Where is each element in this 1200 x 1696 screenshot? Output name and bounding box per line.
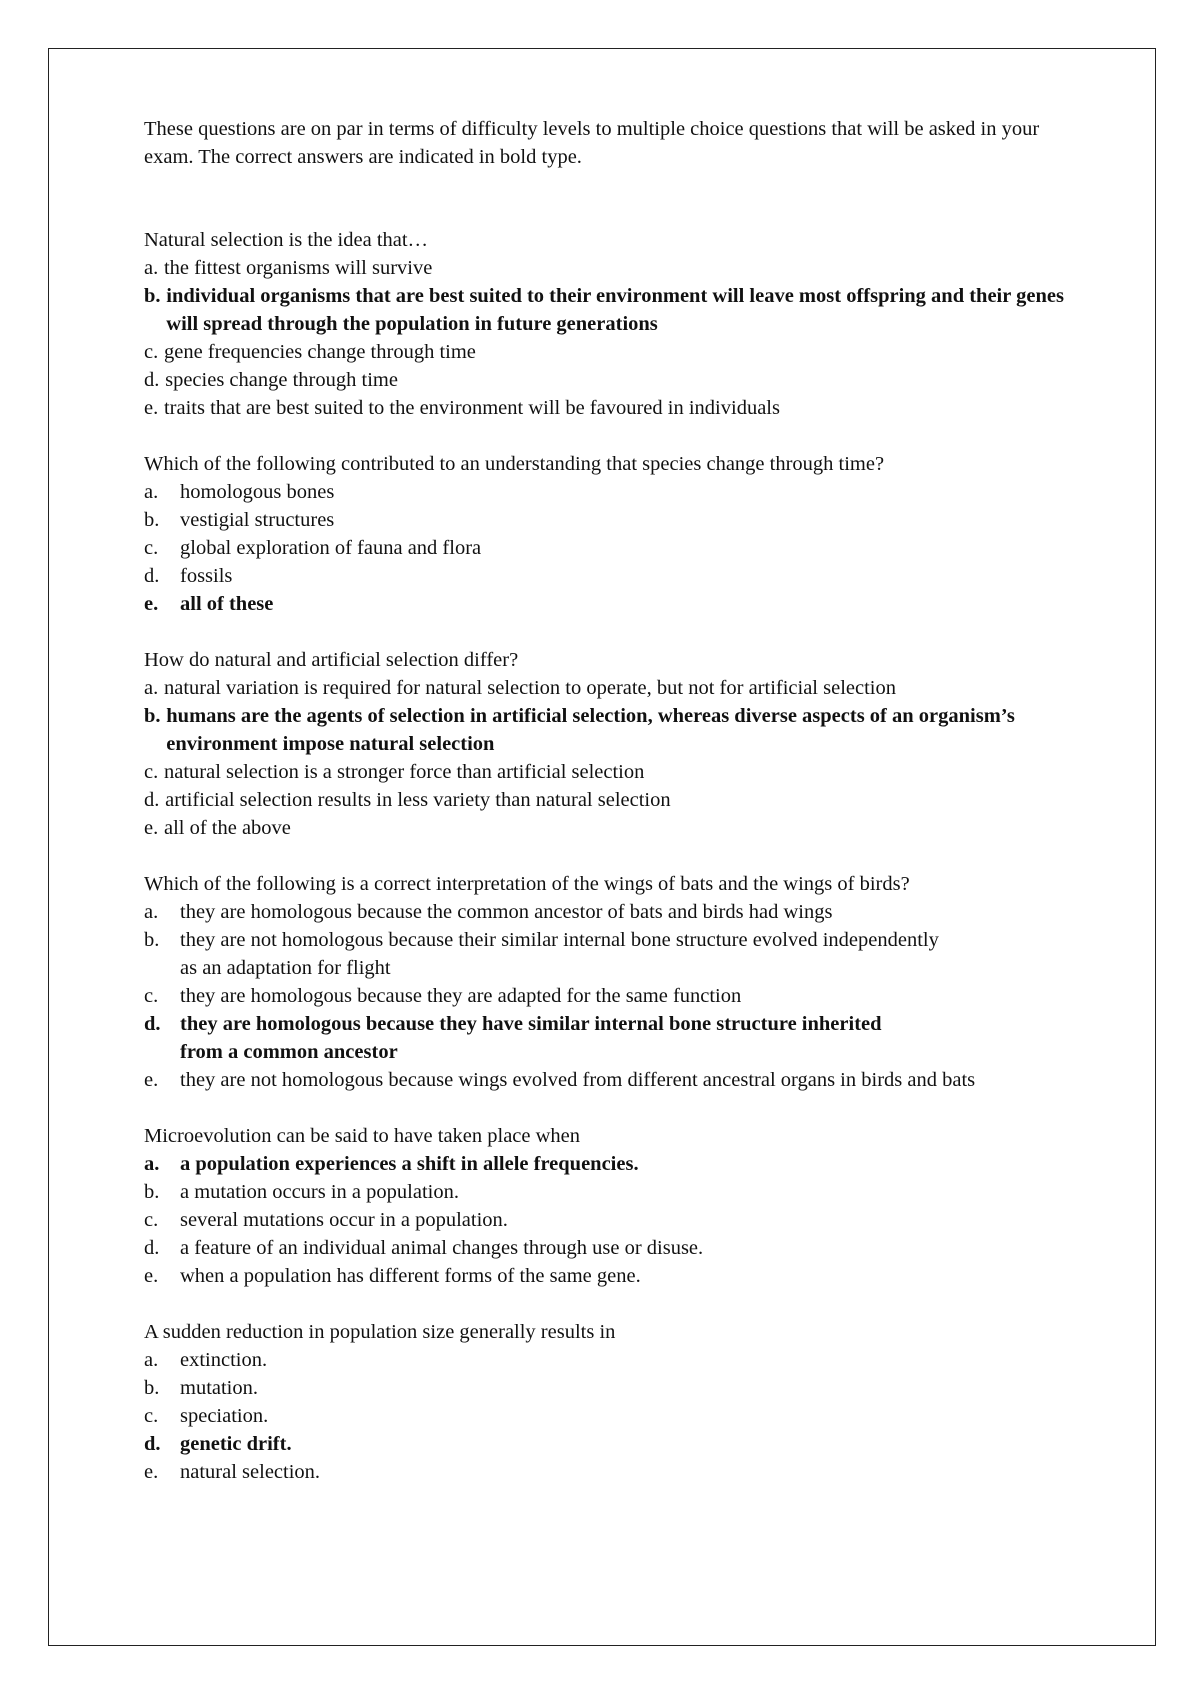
- option-letter: d.: [144, 1237, 160, 1259]
- option-letter: a.: [144, 901, 159, 923]
- option-text: they are not homologous because their similar internal bone structure evolved independently as an adaptation for flight: [180, 929, 939, 979]
- option-d: [144, 562, 1084, 590]
- document-body: [144, 115, 1084, 1514]
- option-letter: a.: [144, 1153, 160, 1175]
- option-a: [144, 478, 1084, 506]
- option-letter: d.: [144, 565, 160, 587]
- option-text: extinction.: [180, 1349, 268, 1371]
- option-letter: d.: [144, 1013, 161, 1035]
- question-4: [144, 870, 1084, 1094]
- question-text: Natural selection is the idea that…: [144, 229, 429, 251]
- question-3: [144, 646, 1084, 842]
- option-letter: b.: [144, 705, 161, 727]
- option-c: [144, 534, 1084, 562]
- option-a: [144, 674, 1084, 702]
- intro-paragraph: These questions are on par in terms of difficulty levels to multiple choice questions that will be asked in your exam. The correct answers are indicated in bold type.: [144, 118, 1040, 168]
- option-text: artificial selection results in less variety than natural selection: [165, 789, 671, 811]
- option-c: [144, 338, 1084, 366]
- option-letter: b.: [144, 1181, 160, 1203]
- option-text: several mutations occur in a population.: [180, 1209, 508, 1231]
- option-letter: d.: [144, 369, 160, 391]
- option-d-correct: [144, 1430, 1084, 1458]
- option-b: [144, 1178, 1084, 1206]
- option-text: homologous bones: [180, 481, 335, 503]
- option-text: they are not homologous because wings evolved from different ancestral organs in birds and bats: [180, 1069, 976, 1091]
- option-text: mutation.: [180, 1377, 259, 1399]
- question-1: [144, 226, 1084, 422]
- question-2: [144, 450, 1084, 618]
- option-letter: e.: [144, 397, 159, 419]
- option-text: a population experiences a shift in allele frequencies.: [180, 1153, 639, 1175]
- option-text: speciation.: [180, 1405, 269, 1427]
- option-b: [144, 506, 1084, 534]
- option-letter: b.: [144, 285, 161, 307]
- option-text: species change through time: [165, 369, 398, 391]
- option-c: [144, 1402, 1084, 1430]
- option-letter: c.: [144, 1209, 159, 1231]
- option-text: vestigial structures: [180, 509, 335, 531]
- option-text: they are homologous because the common ancestor of bats and birds had wings: [180, 901, 833, 923]
- option-a-correct: [144, 1150, 1084, 1178]
- option-text: natural selection.: [180, 1461, 321, 1483]
- option-letter: e.: [144, 1265, 159, 1287]
- option-text: all of these: [180, 593, 274, 615]
- option-letter: b.: [144, 509, 160, 531]
- question-text: How do natural and artificial selection differ?: [144, 649, 519, 671]
- option-text: a mutation occurs in a population.: [180, 1181, 459, 1203]
- option-e: [144, 1458, 1084, 1486]
- question-text: A sudden reduction in population size generally results in: [144, 1321, 616, 1343]
- option-d: [144, 786, 1084, 814]
- option-e: [144, 1262, 1084, 1290]
- option-text: traits that are best suited to the environment will be favoured in individuals: [163, 397, 780, 419]
- option-e: [144, 394, 1084, 422]
- option-e: [144, 1066, 1084, 1094]
- option-a: [144, 898, 1084, 926]
- option-letter: e.: [144, 1461, 159, 1483]
- question-text: Which of the following contributed to an understanding that species change through time?: [144, 453, 885, 475]
- option-text: they are homologous because they are adapted for the same function: [180, 985, 742, 1007]
- option-b: [144, 1374, 1084, 1402]
- option-text: when a population has different forms of the same gene.: [180, 1265, 641, 1287]
- option-letter: c.: [144, 761, 159, 783]
- option-letter: a.: [144, 257, 159, 279]
- option-text: natural variation is required for natural selection to operate, but not for artificial selection: [163, 677, 896, 699]
- option-letter: e.: [144, 593, 159, 615]
- option-letter: c.: [144, 985, 159, 1007]
- option-letter: e.: [144, 1069, 159, 1091]
- option-b: [144, 926, 1084, 982]
- question-text: Microevolution can be said to have taken place when: [144, 1125, 581, 1147]
- question-text: Which of the following is a correct interpretation of the wings of bats and the wings of birds?: [144, 873, 910, 895]
- option-letter: c.: [144, 341, 159, 363]
- option-text: they are homologous because they have similar internal bone structure inherited from a common ancestor: [180, 1013, 882, 1063]
- option-letter: c.: [144, 537, 159, 559]
- option-e: [144, 814, 1084, 842]
- option-letter: c.: [144, 1405, 159, 1427]
- option-b-correct: [144, 282, 1084, 338]
- option-c: [144, 1206, 1084, 1234]
- option-d-correct: [144, 1010, 1084, 1066]
- question-6: [144, 1318, 1084, 1486]
- option-letter: a.: [144, 677, 159, 699]
- option-text: individual organisms that are best suited to their environment will leave most offspring and their genes will spread through the population in future generations: [166, 285, 1064, 335]
- option-letter: b.: [144, 929, 160, 951]
- option-a: [144, 254, 1084, 282]
- option-text: all of the above: [163, 817, 291, 839]
- option-letter: a.: [144, 1349, 159, 1371]
- option-a: [144, 1346, 1084, 1374]
- option-text: the fittest organisms will survive: [163, 257, 433, 279]
- option-e-correct: [144, 590, 1084, 618]
- option-text: genetic drift.: [180, 1433, 292, 1455]
- question-5: [144, 1122, 1084, 1290]
- option-text: fossils: [180, 565, 233, 587]
- option-text: a feature of an individual animal changes through use or disuse.: [180, 1237, 704, 1259]
- option-text: humans are the agents of selection in artificial selection, whereas diverse aspects of an organism’s environment impose natural selection: [166, 705, 1015, 755]
- option-d: [144, 366, 1084, 394]
- option-c: [144, 758, 1084, 786]
- option-text: global exploration of fauna and flora: [180, 537, 482, 559]
- option-letter: a.: [144, 481, 159, 503]
- option-c: [144, 982, 1084, 1010]
- option-b-correct: [144, 702, 1084, 758]
- option-text: gene frequencies change through time: [163, 341, 476, 363]
- option-letter: b.: [144, 1377, 160, 1399]
- option-letter: d.: [144, 1433, 161, 1455]
- option-text: natural selection is a stronger force than artificial selection: [163, 761, 645, 783]
- option-d: [144, 1234, 1084, 1262]
- option-letter: d.: [144, 789, 160, 811]
- option-letter: e.: [144, 817, 159, 839]
